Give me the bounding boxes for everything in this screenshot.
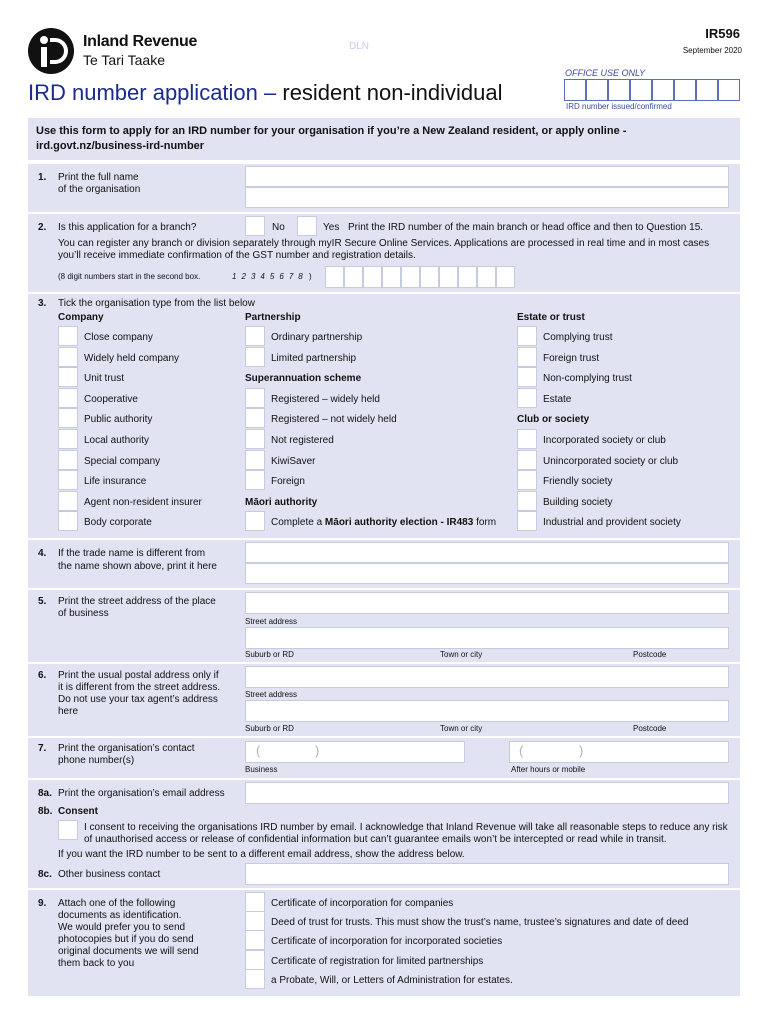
postal-postcode-label: Postcode: [633, 724, 667, 733]
super-type-1-label: Registered – not widely held: [271, 414, 397, 426]
estate-type-3-checkbox[interactable]: [517, 388, 537, 408]
club-type-4-label: Industrial and provident society: [543, 517, 681, 529]
company-type-2-checkbox[interactable]: [58, 367, 78, 387]
club-type-0-label: Incorporated society or club: [543, 435, 666, 446]
super-type-2-label: Not registered: [271, 435, 334, 446]
q9-label-line4: photocopies but if you do send: [58, 934, 194, 945]
org-name-field-1[interactable]: [245, 166, 729, 187]
q7-label-line2: phone number(s): [58, 755, 135, 766]
different-email-text: If you want the IRD number to be sent to a different email address, show the address below.: [58, 849, 465, 860]
super-type-2-checkbox[interactable]: [245, 429, 265, 449]
digit-example: 1 2 3 4 5 6 7 8: [232, 272, 305, 281]
estate-header: Estate or trust: [517, 312, 585, 323]
digit-close: ): [309, 272, 312, 281]
branch-yes-checkbox[interactable]: [297, 216, 317, 236]
postal-address-field[interactable]: [245, 666, 729, 688]
q4-number: 4.: [38, 548, 47, 559]
club-type-3-label: Building society: [543, 496, 613, 508]
company-type-6-label: Special company: [84, 455, 161, 467]
super-type-4-label: Foreign: [271, 476, 305, 488]
logo-dot-icon: [40, 36, 48, 44]
q6-label-line4: here: [58, 706, 79, 717]
company-type-8-label: Agent non-resident insurer: [84, 496, 202, 508]
club-type-4-checkbox[interactable]: [517, 511, 537, 531]
q6-label-line2: it is different from the street address.: [58, 682, 221, 693]
company-type-1-label: Widely held company: [84, 352, 180, 364]
company-type-7-checkbox[interactable]: [58, 470, 78, 490]
id-document-2-checkbox[interactable]: [245, 930, 265, 950]
company-type-5-label: Local authority: [84, 435, 150, 446]
office-ird-boxes: [564, 79, 740, 101]
super-type-0-checkbox[interactable]: [245, 388, 265, 408]
after-hours-phone-field[interactable]: [509, 741, 729, 763]
partnership-type-0-checkbox[interactable]: [245, 326, 265, 346]
consent-title: Consent: [58, 806, 98, 817]
q7-number: 7.: [38, 743, 47, 754]
after-hours-area-close: ): [579, 743, 584, 758]
office-use-label: OFFICE USE ONLY: [565, 68, 646, 78]
q8b-number: 8b.: [38, 806, 53, 817]
company-type-8-checkbox[interactable]: [58, 491, 78, 511]
form-date: September 2020: [682, 46, 742, 55]
q6-number: 6.: [38, 670, 47, 681]
postcode-label: Postcode: [633, 650, 667, 659]
intro-banner: Use this form to apply for an IRD number for your organisation if you’re a New Zealand resident, or apply online - ird.govt.nz/business-ird-number: [28, 118, 740, 160]
business-area-open: (: [256, 743, 261, 758]
q2-question: Is this application for a branch?: [58, 222, 197, 233]
company-type-6-checkbox[interactable]: [58, 450, 78, 470]
q8a-label: Print the organisation’s email address: [58, 788, 225, 799]
company-type-4-checkbox[interactable]: [58, 408, 78, 428]
partnership-type-1-checkbox[interactable]: [245, 347, 265, 367]
id-document-3-label: Certificate of registration for limited partnerships: [271, 955, 484, 967]
org-name-field-2[interactable]: [245, 187, 729, 208]
company-header: Company: [58, 312, 104, 323]
estate-type-0-label: Complying trust: [543, 332, 613, 343]
branch-no-checkbox[interactable]: [245, 216, 265, 236]
q3-number: 3.: [38, 298, 47, 309]
maori-authority-label: [271, 517, 496, 528]
company-type-2-label: Unit trust: [84, 373, 125, 385]
q9-label-line6: them back to you: [58, 958, 135, 969]
maori-authority-checkbox[interactable]: [245, 511, 265, 531]
email-field[interactable]: [245, 782, 729, 804]
q2-number: 2.: [38, 222, 47, 233]
company-type-9-checkbox[interactable]: [58, 511, 78, 531]
company-type-3-checkbox[interactable]: [58, 388, 78, 408]
street-address-label: Street address: [245, 617, 298, 626]
postal-street-label: Street address: [245, 690, 298, 699]
id-document-3-checkbox[interactable]: [245, 950, 265, 970]
suburb-label: Suburb or RD: [245, 650, 294, 659]
org-maori-name: Te Tari Taake: [83, 52, 165, 68]
company-type-0-checkbox[interactable]: [58, 326, 78, 346]
super-type-3-label: KiwiSaver: [271, 455, 316, 467]
page-title: IRD number application – resident non-individual: [28, 80, 503, 105]
after-hours-area-open: (: [519, 743, 524, 758]
business-phone-field[interactable]: [245, 741, 465, 763]
company-type-4-label: Public authority: [84, 414, 153, 426]
other-contact-field[interactable]: [245, 863, 729, 885]
estate-type-2-label: Non-complying trust: [543, 373, 632, 385]
street-address-field[interactable]: [245, 592, 729, 614]
club-type-2-checkbox[interactable]: [517, 470, 537, 490]
consent-text: I consent to receiving the organisations IRD number by email. I acknowledge that Inland Revenue will take all reasonable steps to reduce any risk of unauthorised access or release of confidential information but can’t guarantee emails won’t be intercepted or read while in transit.: [84, 822, 728, 845]
id-document-4-label: a Probate, Will, or Letters of Administration for estates.: [271, 974, 513, 986]
company-type-9-label: Body corporate: [84, 517, 152, 529]
business-area-close: ): [315, 743, 320, 758]
club-type-3-checkbox[interactable]: [517, 491, 537, 511]
club-type-1-label: Unincorporated society or club: [543, 455, 679, 467]
super-type-3-checkbox[interactable]: [245, 450, 265, 470]
ird-issued-label: IRD number issued/confirmed: [566, 102, 672, 111]
logo-bar-icon: [41, 47, 47, 67]
super-type-4-checkbox[interactable]: [245, 470, 265, 490]
id-document-2-label: Certificate of incorporation for incorporated societies: [271, 936, 503, 948]
business-label: Business: [245, 765, 278, 774]
form-code: IR596: [705, 26, 740, 41]
postal-address-field-2[interactable]: [245, 700, 729, 722]
branch-yes-instruction: Print the IRD number of the main branch or head office and then to Question 15.: [348, 222, 704, 233]
q1-label-line1: Print the full name: [58, 172, 139, 183]
maori-authority-header: Māori authority: [245, 496, 318, 508]
trade-name-field-2[interactable]: [245, 563, 729, 584]
estate-type-0-checkbox[interactable]: [517, 326, 537, 346]
q9-label-line3: We would prefer you to send: [58, 922, 186, 933]
main-branch-ird-number[interactable]: [325, 266, 515, 288]
branch-yes-label: Yes: [323, 222, 340, 233]
super-type-0-label: Registered – widely held: [271, 393, 380, 405]
club-type-1-checkbox[interactable]: [517, 450, 537, 470]
q8a-number: 8a.: [38, 788, 52, 799]
branch-no-label: No: [272, 222, 285, 233]
q4-label-line2: the name shown above, print it here: [58, 561, 217, 572]
partnership-header: Partnership: [245, 312, 301, 323]
digit-hint: (8 digit numbers start in the second box.: [58, 272, 201, 281]
q6-label-line1: Print the usual postal address only if: [58, 670, 219, 681]
q9-number: 9.: [38, 898, 47, 909]
id-document-0-label: Certificate of incorporation for companies: [271, 898, 454, 909]
company-type-1-checkbox[interactable]: [58, 347, 78, 367]
after-hours-label: After hours or mobile: [511, 765, 586, 774]
id-document-1-checkbox[interactable]: [245, 911, 265, 931]
maori-suffix: form: [473, 517, 497, 529]
partnership-type-0-label: Ordinary partnership: [271, 332, 363, 343]
club-type-2-label: Friendly society: [543, 476, 613, 488]
postal-town-label: Town or city: [440, 724, 483, 733]
maori-prefix: Complete a: [271, 517, 325, 529]
superannuation-header: Superannuation scheme: [245, 373, 362, 385]
street-address-field-2[interactable]: [245, 627, 729, 649]
club-header: Club or society: [517, 414, 590, 426]
id-document-0-checkbox[interactable]: [245, 892, 265, 912]
estate-type-1-label: Foreign trust: [543, 352, 600, 364]
trade-name-field-1[interactable]: [245, 542, 729, 563]
org-name: Inland Revenue: [83, 33, 198, 50]
branch-note: You can register any branch or division separately through myIR Secure Online Services. Applications are processed in real time and in most cases you’ll receive immediate confirmation of the GST number and registration details.: [58, 238, 710, 261]
town-label: Town or city: [440, 650, 483, 659]
estate-type-3-label: Estate: [543, 393, 572, 405]
dln-label: DLN: [349, 41, 370, 52]
q4-label-line1: If the trade name is different from: [58, 548, 206, 559]
q9-label-line1: Attach one of the following: [58, 898, 176, 909]
q8c-label: Other business contact: [58, 869, 161, 880]
q5-label-line2: of business: [58, 608, 109, 619]
estate-type-2-checkbox[interactable]: [517, 367, 537, 387]
q9-label-line2: documents as identification.: [58, 910, 182, 921]
partnership-type-1-label: Limited partnership: [271, 352, 357, 364]
q1-label-line2: of the organisation: [58, 184, 141, 195]
consent-checkbox[interactable]: [58, 820, 78, 840]
super-type-1-checkbox[interactable]: [245, 408, 265, 428]
q3-question: Tick the organisation type from the list below: [58, 298, 255, 309]
estate-type-1-checkbox[interactable]: [517, 347, 537, 367]
company-type-7-label: Life insurance: [84, 476, 147, 488]
maori-election-form: Māori authority election - IR483: [324, 517, 474, 529]
company-type-5-checkbox[interactable]: [58, 429, 78, 449]
club-type-0-checkbox[interactable]: [517, 429, 537, 449]
q8c-number: 8c.: [38, 869, 52, 880]
q5-number: 5.: [38, 596, 47, 607]
q9-label-line5: original documents we will send: [58, 946, 199, 957]
q5-label-line1: Print the street address of the place: [58, 596, 216, 607]
company-type-0-label: Close company: [84, 332, 153, 343]
id-document-4-checkbox[interactable]: [245, 969, 265, 989]
q6-label-line3: Do not use your tax agent’s address: [58, 694, 218, 705]
q1-number: 1.: [38, 172, 47, 183]
id-document-1-label: Deed of trust for trusts. This must show the trust’s name, trustee’s signatures and date of deed: [271, 917, 689, 929]
q7-label-line1: Print the organisation’s contact: [58, 743, 195, 754]
postal-suburb-label: Suburb or RD: [245, 724, 294, 733]
company-type-3-label: Cooperative: [84, 393, 138, 405]
